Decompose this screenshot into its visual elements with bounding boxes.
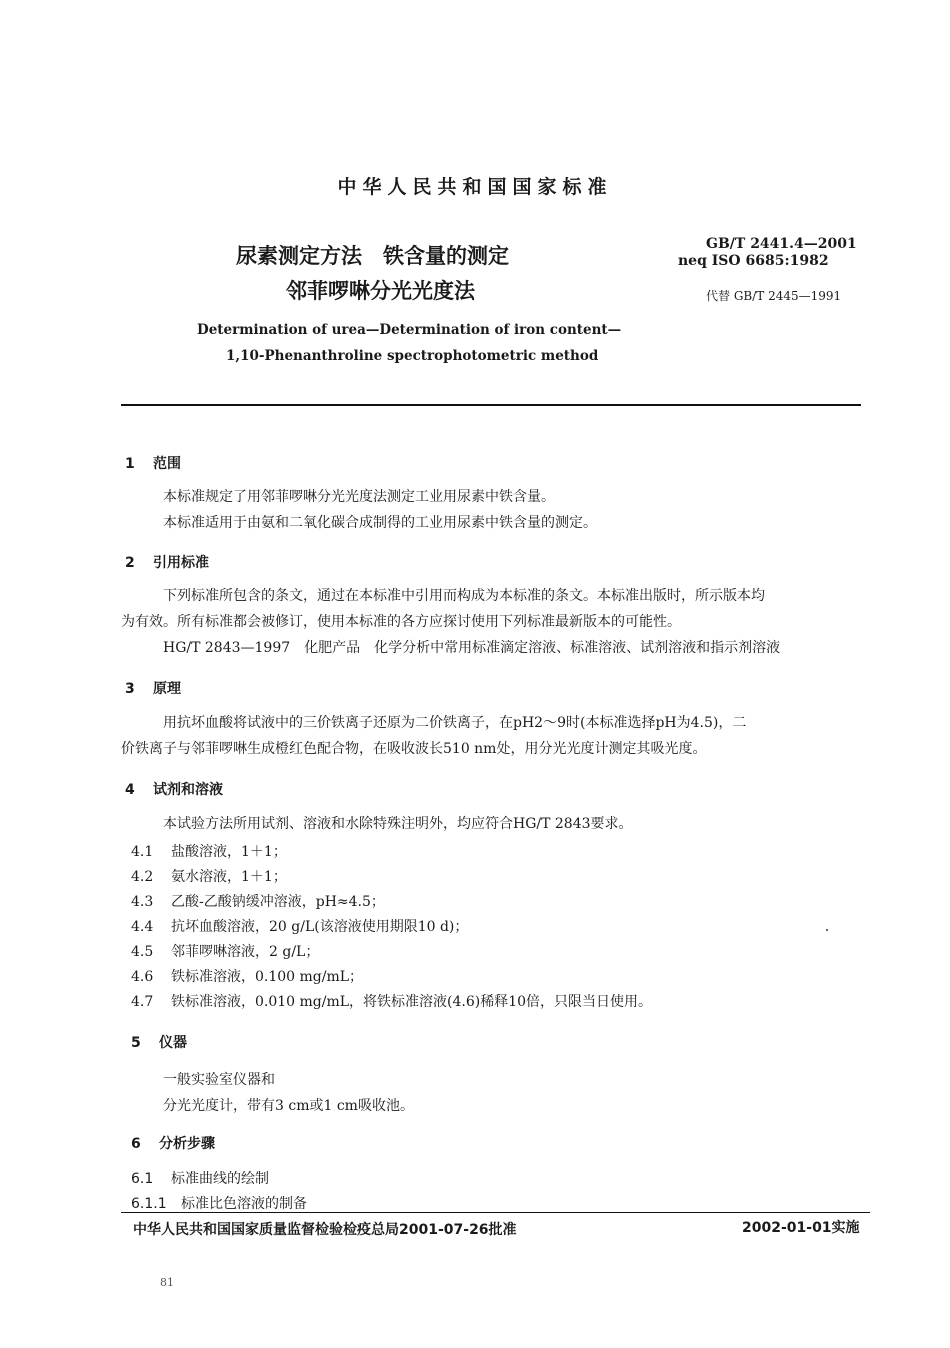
section-3-paragraph-line1: 用抗坏血酸将试液中的三价铁离子还原为二价铁离子，在pH2～9时(本标准选择pH为4.5)，二 <box>163 715 747 731</box>
section-1-heading: 1 范围 <box>125 456 181 472</box>
section-5-heading: 5 仪器 <box>131 1035 187 1051</box>
reagent-item: 4.1 盐酸溶液，1＋1； <box>131 844 287 860</box>
header-divider <box>121 404 861 406</box>
issuing-authority: 中华人民共和国国家质量监督检验检疫总局2001-07-26批准 <box>133 1222 517 1238</box>
section-2-paragraph-line2: 为有效。所有标准都会被修订，使用本标准的各方应探讨使用下列标准最新版本的可能性。 <box>121 614 681 630</box>
national-standard-heading: 中华人民共和国国家标准 <box>337 176 613 198</box>
section-5-paragraph-2: 分光光度计，带有3 cm或1 cm吸收池。 <box>163 1098 414 1114</box>
section-6-heading: 6 分析步骤 <box>131 1136 215 1152</box>
section-1-paragraph-2: 本标准适用于由氨和二氧化碳合成制得的工业用尿素中铁含量的测定。 <box>163 515 597 531</box>
section-1-paragraph-1: 本标准规定了用邻菲啰啉分光光度法测定工业用尿素中铁含量。 <box>163 489 555 505</box>
reagent-item: 4.5 邻菲啰啉溶液，2 g/L； <box>131 944 320 960</box>
footer-divider <box>121 1212 870 1213</box>
page-number: 81 <box>160 1276 174 1289</box>
reagent-item: 4.4 抗坏血酸溶液，20 g/L(该溶液使用期限10 d)； <box>131 919 469 935</box>
reagent-item: 4.6 铁标准溶液，0.100 mg/mL； <box>131 969 364 985</box>
section-3-paragraph-line2: 价铁离子与邻菲啰啉生成橙红色配合物，在吸收波长510 nm处，用分光光度计测定其吸光度。 <box>121 741 707 757</box>
standard-code: GB/T 2441.4—2001 <box>706 236 857 252</box>
iso-equivalence: neq ISO 6685:1982 <box>678 253 829 269</box>
section-2-reference: HG/T 2843—1997 化肥产品 化学分析中常用标准滴定溶液、标准溶液、试剂溶液和指示剂溶液 <box>163 640 781 656</box>
replaces-standard: 代替 GB/T 2445—1991 <box>706 289 842 303</box>
document-title-line2: 邻菲啰啉分光光度法 <box>286 279 475 303</box>
section-3-heading: 3 原理 <box>125 681 181 697</box>
reagent-item: 4.2 氨水溶液，1＋1； <box>131 869 287 885</box>
speck <box>826 929 828 931</box>
section-2-paragraph-line1: 下列标准所包含的条文，通过在本标准中引用而构成为本标准的条文。本标准出版时，所示版本均 <box>163 588 765 604</box>
section-4-intro: 本试验方法所用试剂、溶液和水除特殊注明外，均应符合HG/T 2843要求。 <box>163 816 633 832</box>
subsection-6-1-1: 6.1.1 标准比色溶液的制备 <box>131 1196 307 1212</box>
subsection-6-1: 6.1 标准曲线的绘制 <box>131 1171 269 1187</box>
section-2-heading: 2 引用标准 <box>125 555 209 571</box>
document-title-line1: 尿素测定方法 铁含量的测定 <box>236 244 509 268</box>
section-5-paragraph-1: 一般实验室仪器和 <box>163 1072 275 1088</box>
english-title-line1: Determination of urea—Determination of iron content— <box>197 322 622 338</box>
effective-date: 2002-01-01实施 <box>742 1220 860 1236</box>
reagent-item: 4.7 铁标准溶液，0.010 mg/mL，将铁标准溶液(4.6)稀释10倍，只限当日使用。 <box>131 994 653 1010</box>
reagent-item: 4.3 乙酸-乙酸钠缓冲溶液，pH≈4.5； <box>131 894 385 910</box>
section-4-heading: 4 试剂和溶液 <box>125 782 223 798</box>
english-title-line2: 1,10-Phenanthroline spectrophotometric method <box>226 348 599 364</box>
